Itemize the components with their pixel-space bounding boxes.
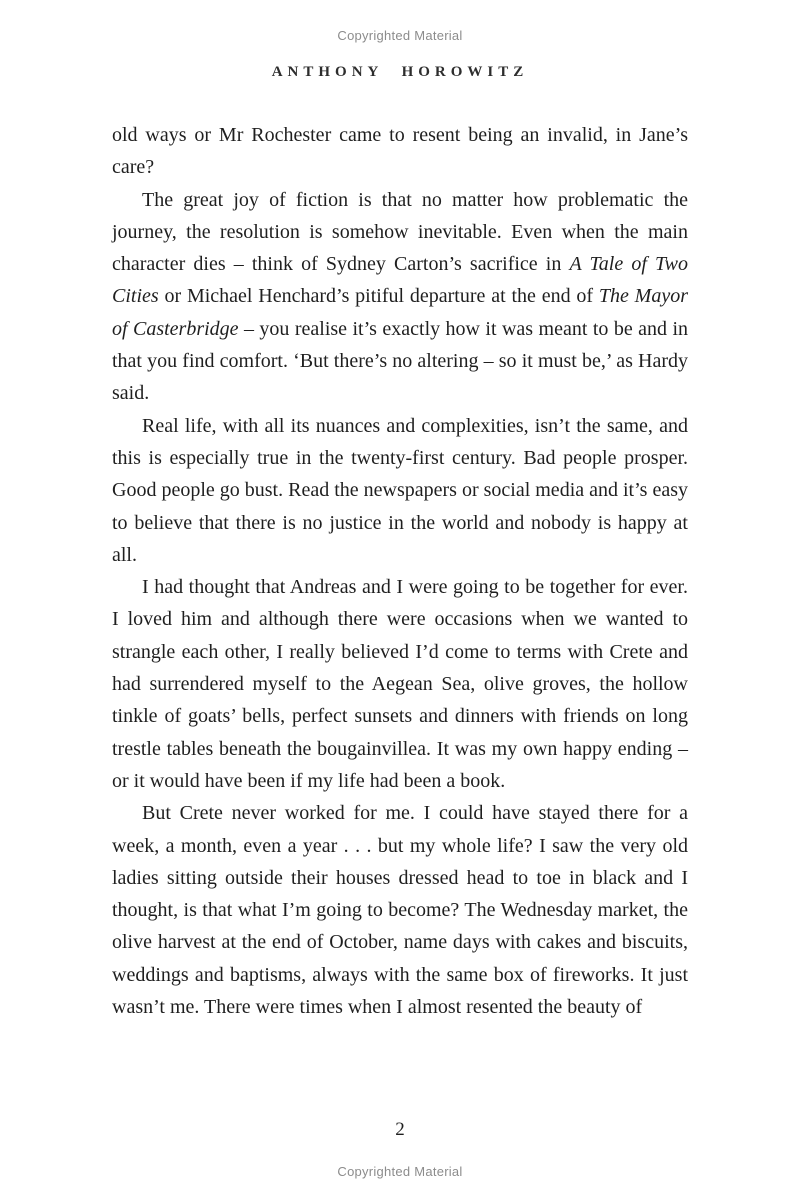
page-number: 2 — [395, 1119, 405, 1140]
paragraph — [112, 119, 688, 184]
text-run: old ways or Mr Rochester came to resent being an invalid, in Jane’s care? — [112, 124, 688, 179]
text-run: The great joy of fiction is that no matter how problematic the journey, the resolution is somehow inevitable. Even when the main character dies – think of Sydney Carton’s sacrifice in — [112, 188, 688, 276]
text-run: – you realise it’s exactly how it was meant to be and in that you find comfort. ‘But there’s no altering – so it must be,’ as Hardy said. — [112, 317, 689, 405]
paragraph — [112, 797, 688, 1023]
running-header-author: ANTHONY HOROWITZ — [271, 64, 529, 80]
copyright-notice-top: Copyrighted Material — [337, 28, 463, 43]
book-title-italic: A Tale of Two Cities — [112, 253, 688, 308]
text-run: But Crete never worked for me. I could have stayed there for a week, a month, even a year . . . but my whole life? I saw the very old ladies sitting outside their houses dressed head to toe in black and I thought, is that what I’m going to become? The Wednesday market, the olive harvest at the end of October, name days with cakes and biscuits, weddings and baptisms, always with the same box of fireworks. It just wasn’t me. There were times when I almost resented the beauty of — [112, 802, 688, 1019]
paragraph — [112, 184, 688, 410]
body-text — [112, 119, 688, 1023]
text-run: or Michael Henchard’s pitiful departure at the end of — [158, 285, 599, 308]
paragraph — [112, 410, 688, 571]
text-run: I had thought that Andreas and I were going to be together for ever. I loved him and although there were occasions when we wanted to strangle each other, I really believed I’d come to terms with Crete and had surrendered myself to the Aegean Sea, olive groves, the hollow tinkle of goats’ bells, perfect sunsets and dinners with friends on long trestle tables beneath the bougainvillea. It was my own happy ending – or it would have been if my life had been a book. — [112, 576, 688, 792]
copyright-notice-bottom: Copyrighted Material — [337, 1164, 463, 1179]
book-title-italic: The Mayor of Casterbridge — [112, 285, 688, 340]
paragraph — [112, 571, 688, 797]
text-run: Real life, with all its nuances and complexities, isn’t the same, and this is especially true in the twenty-first century. Bad people prosper. Good people go bust. Read the newspapers or social media and it’s easy to believe that there is no justice in the world and nobody is happy at all. — [112, 414, 688, 566]
